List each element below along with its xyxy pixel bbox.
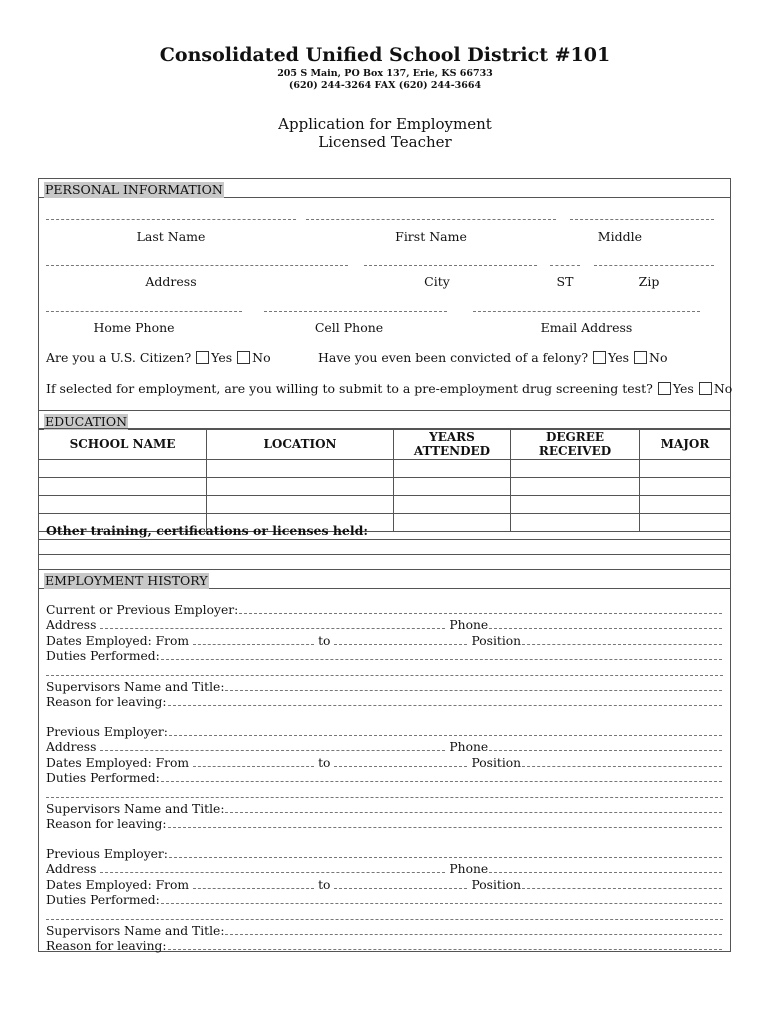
- col-major: MAJOR: [640, 429, 731, 460]
- address-label: Address: [46, 862, 97, 877]
- employer-field[interactable]: [239, 602, 722, 614]
- education-heading: [39, 410, 730, 430]
- felony-question: Have you even been convicted of a felony? Yes No: [318, 350, 668, 365]
- duties-field[interactable]: [161, 770, 722, 782]
- first-name-label: First Name: [395, 229, 467, 244]
- reason-field[interactable]: [168, 938, 722, 950]
- col-location: LOCATION: [207, 429, 394, 460]
- phone-field[interactable]: [489, 739, 722, 751]
- to-label: to: [318, 877, 331, 892]
- middle-name-field[interactable]: [570, 219, 714, 220]
- application-form: [38, 178, 731, 952]
- reason-field[interactable]: [168, 816, 722, 828]
- dates-from-label: Dates Employed: From: [46, 633, 190, 648]
- table-cell[interactable]: [640, 496, 731, 514]
- employer-field[interactable]: [169, 846, 722, 858]
- table-cell[interactable]: [39, 478, 207, 496]
- city-field[interactable]: [364, 265, 537, 266]
- supervisor-field[interactable]: [225, 801, 722, 813]
- felony-no-checkbox[interactable]: [634, 351, 647, 364]
- address-field[interactable]: [100, 861, 445, 873]
- address-field[interactable]: [100, 617, 445, 629]
- employer-label: Previous Employer:: [46, 847, 168, 861]
- zip-field[interactable]: [594, 265, 714, 266]
- table-cell[interactable]: [511, 460, 640, 478]
- to-label: to: [318, 633, 331, 648]
- last-name-label: Last Name: [136, 229, 206, 244]
- duties-label: Duties Performed:: [46, 649, 160, 664]
- drug-test-question: If selected for employment, are you willing to submit to a pre-employment drug screening test? Yes No: [46, 381, 733, 396]
- table-cell[interactable]: [394, 496, 511, 514]
- table-cell[interactable]: [394, 478, 511, 496]
- employer-label: Previous Employer:: [46, 725, 168, 739]
- duties-label: Duties Performed:: [46, 771, 160, 786]
- employment-heading-label: EMPLOYMENT HISTORY: [45, 573, 208, 588]
- position-field[interactable]: [522, 755, 722, 767]
- state-field[interactable]: [550, 265, 580, 266]
- district-address: 205 S Main, PO Box 137, Erie, KS 66733: [277, 68, 493, 79]
- table-cell[interactable]: [511, 478, 640, 496]
- drug-test-no-checkbox[interactable]: [699, 382, 712, 395]
- supervisor-field[interactable]: [225, 923, 722, 935]
- zip-label: Zip: [638, 274, 660, 289]
- form-title: Application for Employment: [278, 115, 492, 133]
- reason-label: Reason for leaving:: [46, 695, 167, 710]
- district-title: Consolidated Unified School District #101: [159, 44, 611, 66]
- supervisor-label: Supervisors Name and Title:: [46, 801, 225, 816]
- date-to-field[interactable]: [334, 877, 467, 889]
- dates-from-label: Dates Employed: From: [46, 877, 190, 892]
- table-row: [39, 460, 730, 478]
- phone-label: Phone: [449, 618, 489, 633]
- citizen-no-checkbox[interactable]: [237, 351, 250, 364]
- other-training-row: [39, 521, 730, 540]
- email-label: Email Address: [540, 320, 633, 335]
- table-cell[interactable]: [39, 460, 207, 478]
- date-from-field[interactable]: [193, 755, 314, 767]
- employer-label: Current or Previous Employer:: [46, 603, 239, 617]
- duties-field-continued[interactable]: [46, 908, 723, 920]
- personal-info-heading-label: PERSONAL INFORMATION: [45, 182, 223, 197]
- employer-block-1: [46, 602, 723, 710]
- date-from-field[interactable]: [193, 633, 314, 645]
- drug-test-yes-checkbox[interactable]: [658, 382, 671, 395]
- first-name-field[interactable]: [306, 219, 556, 220]
- employment-heading: [39, 569, 730, 589]
- home-phone-label: Home Phone: [93, 320, 175, 335]
- position-label: Position: [471, 755, 522, 770]
- position-label: Position: [471, 633, 522, 648]
- duties-field[interactable]: [161, 648, 722, 660]
- table-cell[interactable]: [207, 478, 394, 496]
- home-phone-field[interactable]: [46, 311, 242, 312]
- felony-yes-checkbox[interactable]: [593, 351, 606, 364]
- to-label: to: [318, 755, 331, 770]
- table-cell[interactable]: [39, 496, 207, 514]
- reason-field[interactable]: [168, 694, 722, 706]
- date-to-field[interactable]: [334, 633, 467, 645]
- other-training-line-2[interactable]: [39, 555, 730, 569]
- cell-phone-field[interactable]: [264, 311, 447, 312]
- table-cell[interactable]: [640, 478, 731, 496]
- position-label: Position: [471, 877, 522, 892]
- col-degree-received: DEGREE RECEIVED: [511, 429, 640, 460]
- col-school-name: SCHOOL NAME: [39, 429, 207, 460]
- date-to-field[interactable]: [334, 755, 467, 767]
- address-label: Address: [145, 274, 197, 289]
- reason-label: Reason for leaving:: [46, 817, 167, 832]
- table-cell[interactable]: [640, 460, 731, 478]
- city-label: City: [424, 274, 450, 289]
- duties-label: Duties Performed:: [46, 893, 160, 908]
- address-field[interactable]: [100, 739, 445, 751]
- education-heading-label: EDUCATION: [45, 414, 128, 429]
- table-cell[interactable]: [207, 460, 394, 478]
- last-name-field[interactable]: [46, 219, 296, 220]
- table-cell[interactable]: [511, 496, 640, 514]
- duties-field-continued[interactable]: [46, 786, 723, 798]
- position-field[interactable]: [522, 877, 722, 889]
- employer-block-2: [46, 724, 723, 832]
- address-label: Address: [46, 618, 97, 633]
- position-field[interactable]: [522, 633, 722, 645]
- education-header-row: [39, 429, 730, 460]
- employer-block-3: [46, 846, 723, 954]
- supervisor-label: Supervisors Name and Title:: [46, 679, 225, 694]
- reason-label: Reason for leaving:: [46, 939, 167, 954]
- employer-field[interactable]: [169, 724, 722, 736]
- duties-field[interactable]: [161, 892, 722, 904]
- citizen-yes-checkbox[interactable]: [196, 351, 209, 364]
- email-field[interactable]: [473, 311, 700, 312]
- phone-label: Phone: [449, 862, 489, 877]
- phone-field[interactable]: [489, 617, 722, 629]
- table-row: [39, 478, 730, 496]
- date-from-field[interactable]: [193, 877, 314, 889]
- state-label: ST: [556, 274, 574, 289]
- citizen-question: Are you a U.S. Citizen? Yes No: [46, 350, 271, 365]
- form-subtitle: Licensed Teacher: [318, 133, 452, 151]
- phone-label: Phone: [449, 740, 489, 755]
- district-phone-fax: (620) 244-3264 FAX (620) 244-3664: [288, 80, 482, 91]
- other-training-line-1[interactable]: [39, 540, 730, 555]
- duties-field-continued[interactable]: [46, 664, 723, 676]
- middle-name-label: Middle: [597, 229, 642, 244]
- phone-field[interactable]: [489, 861, 722, 873]
- personal-info-heading: [39, 179, 730, 198]
- table-cell[interactable]: [394, 460, 511, 478]
- supervisor-field[interactable]: [225, 679, 722, 691]
- cell-phone-label: Cell Phone: [314, 320, 384, 335]
- supervisor-label: Supervisors Name and Title:: [46, 923, 225, 938]
- dates-from-label: Dates Employed: From: [46, 755, 190, 770]
- table-cell[interactable]: [207, 496, 394, 514]
- col-years-attended: YEARS ATTENDED: [394, 429, 511, 460]
- education-table: [39, 428, 730, 532]
- address-label: Address: [46, 740, 97, 755]
- table-row: [39, 496, 730, 514]
- address-field[interactable]: [46, 265, 348, 266]
- other-training-label: Other training, certifications or licenses held:: [46, 523, 368, 538]
